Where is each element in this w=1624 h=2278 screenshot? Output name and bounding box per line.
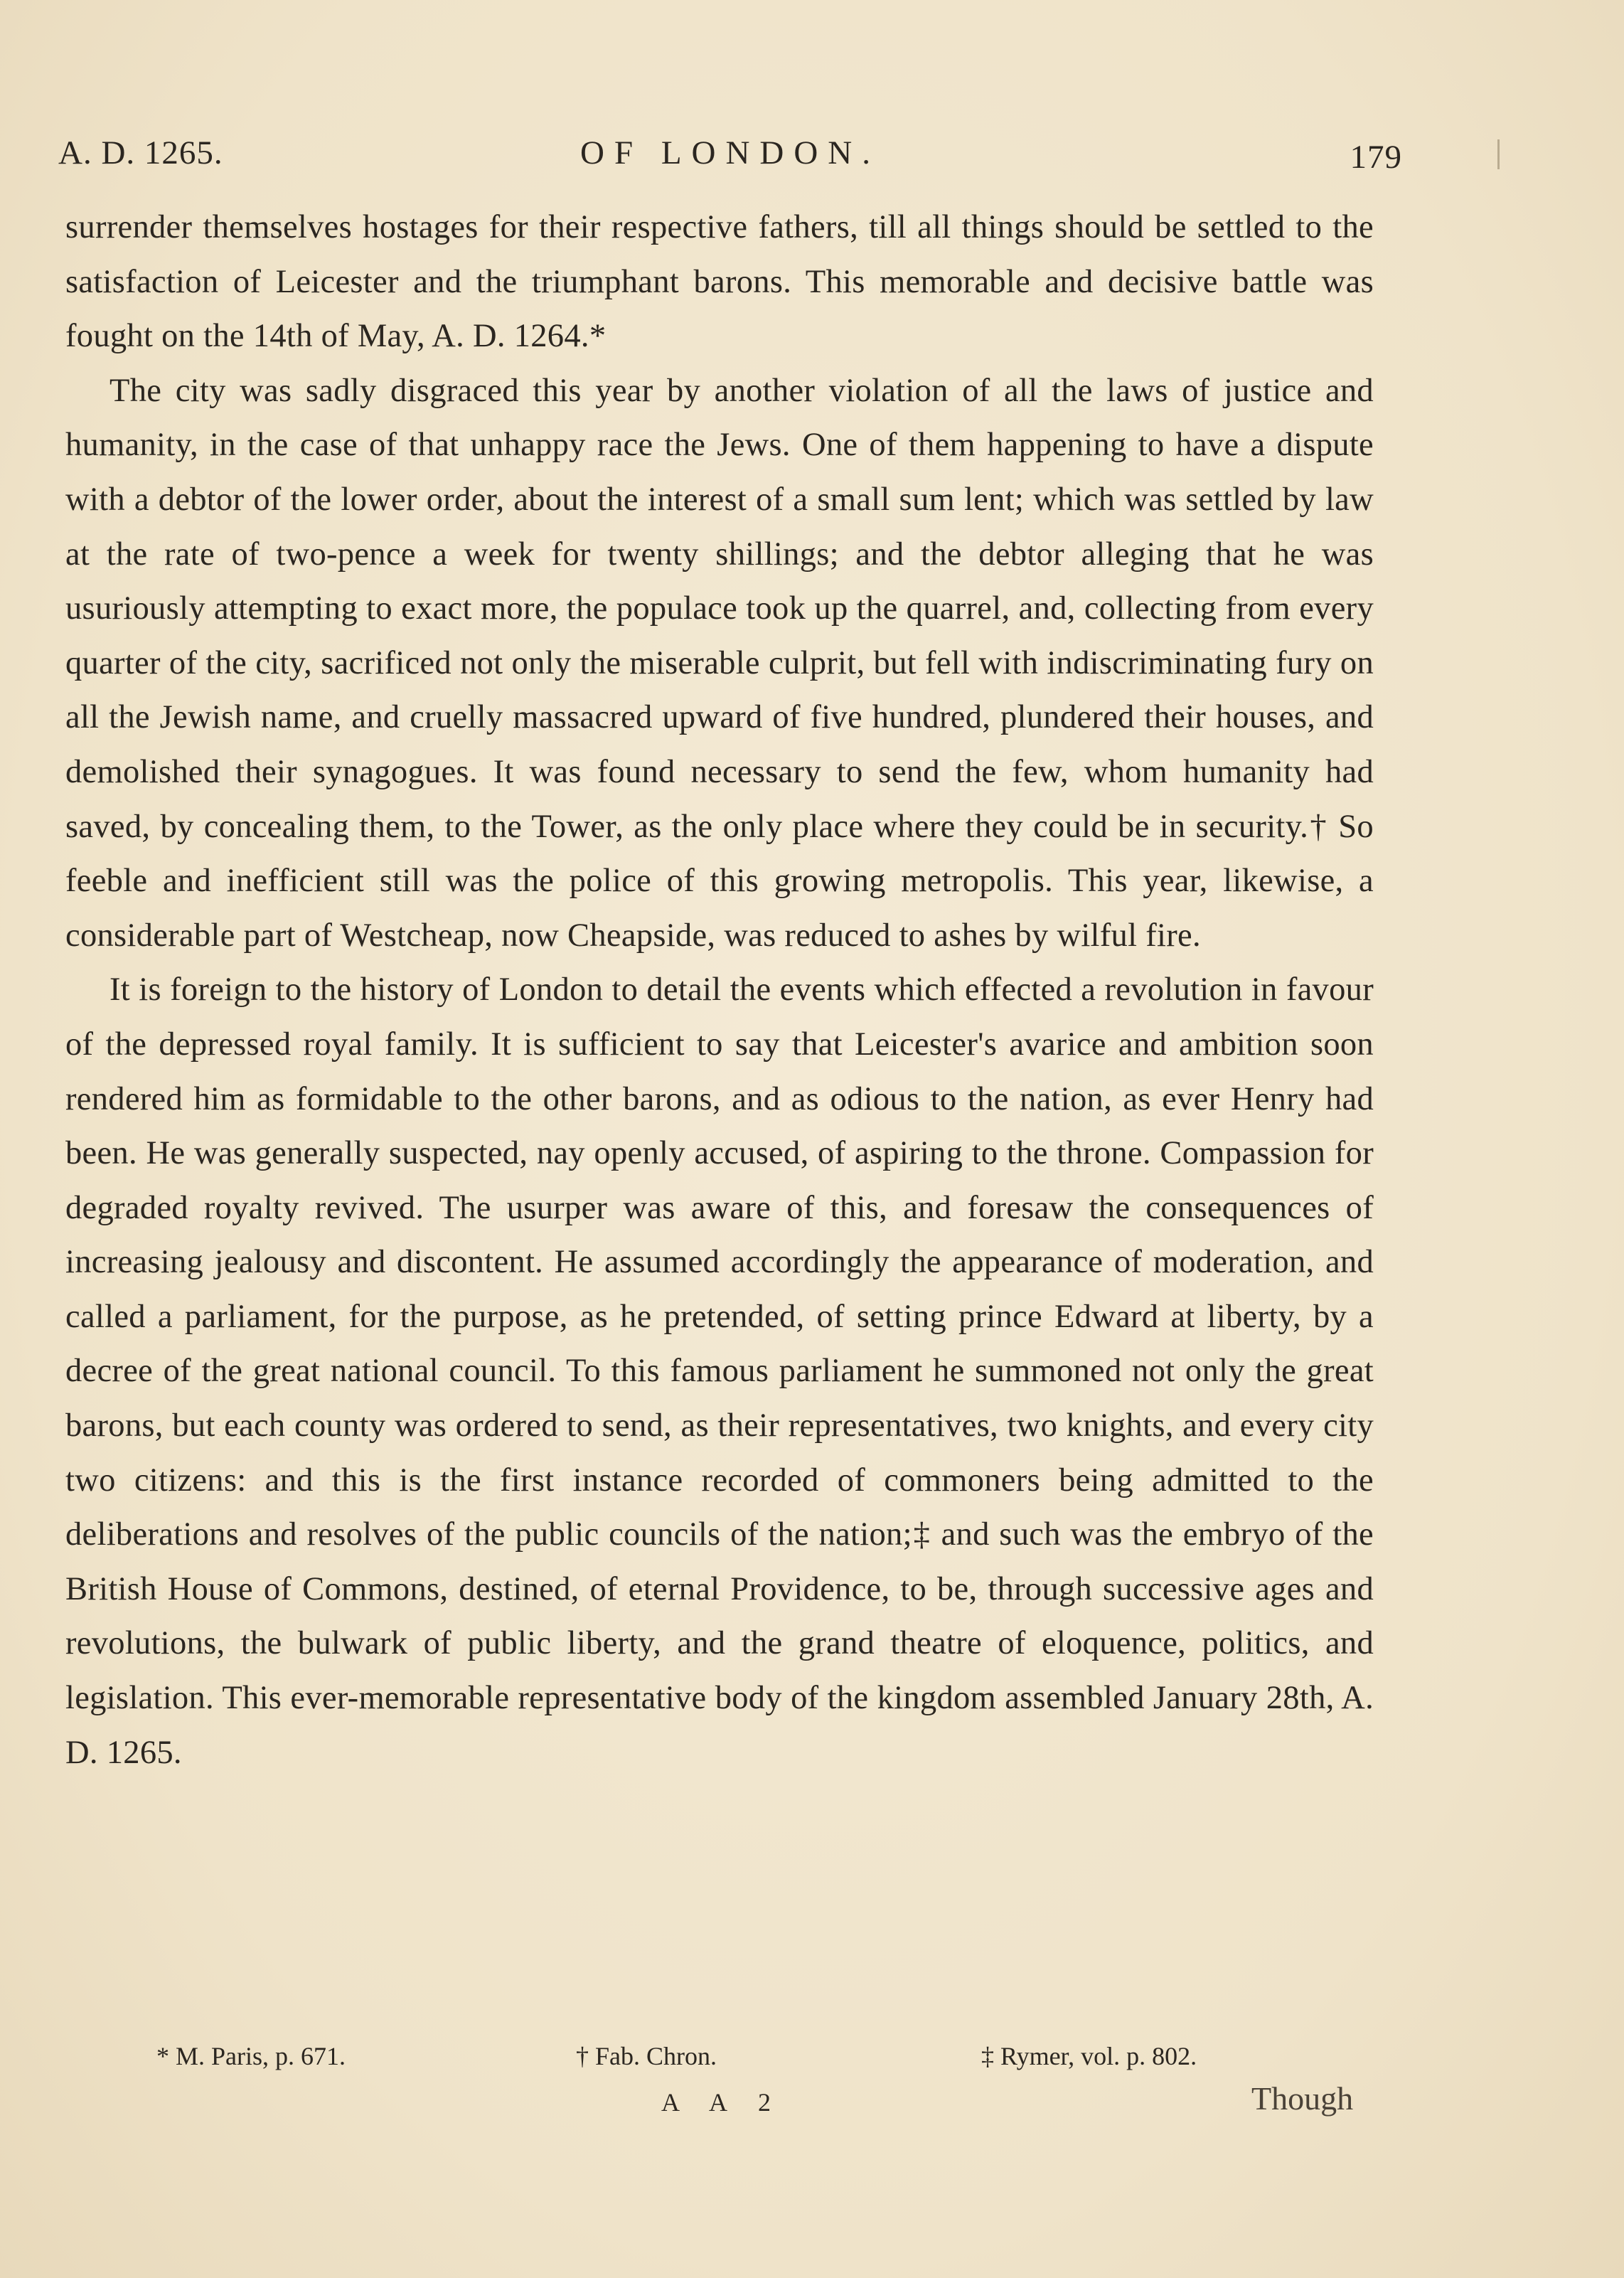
- paragraph-parliament: It is foreign to the history of London to detail the events which effected a revolution in favour of the depressed royal family. It is sufficient to say that Leicester's avarice and ambition soon rendered him as formidable to the other barons, and as odious to the nation, as ever Henry had been. He was generally suspected, nay openly accused, of aspiring to the throne. Compassion for degraded royalty revived. The usurper was aware of this, and foresaw the consequences of increasing jealousy and discontent. He assumed accordingly the appearance of moderation, and called a parliament, for the purpose, as he pretended, of setting prince Edward at liberty, by a decree of the great national council. To this famous parliament he summoned not only the great barons, but each county was ordered to send, as their representatives, two knights, and every city two citizens: and this is the first instance recorded of commoners being admitted to the deliberations and resolves of the public councils of the nation;‡ and such was the embryo of the British House of Commons, destined, of eternal Providence, to be, through successive ages and revolutions, the bulwark of public liberty, and the grand theatre of eloquence, politics, and legislation. This ever-memorable representative body of the kingdom assembled January 28th, A. D. 1265.: [65, 972, 1374, 1771]
- header-date: A. D. 1265.: [58, 134, 223, 171]
- page-edge-mark: [1497, 139, 1500, 169]
- signature-mark: A A 2: [661, 2088, 784, 2117]
- header-title: OF LONDON.: [580, 134, 880, 171]
- footnote-3: ‡ Rymer, vol. p. 802.: [981, 2042, 1197, 2070]
- paragraph-jews-massacre: The city was sadly disgraced this year by another violation of all the laws of justice and humanity, in the case of that unhappy race the Jews. One of them happening to have a dispute with a debtor of the lower order, about the interest of a small sum lent; which was settled by law at the rate of two-pence a week for twenty shillings; and the debtor alleging that he was usuriously attempting to exact more, the populace took up the quarrel, and, collecting from every quarter of the city, sacrificed not only the miserable culprit, but fell with indiscriminating fury on all the Jewish name, and cruelly massacred upward of five hundred, plundered their houses, and demolished their synagogues. It was found necessary to send the few, whom humanity had saved, by concealing them, to the Tower, as the only place where they could be in security.† So feeble and inefficient still was the police of this growing metropolis. This year, likewise, a considerable part of Westcheap, now Cheapside, was reduced to ashes by wilful fire.: [65, 372, 1374, 954]
- paragraph-continuation: surrender themselves hostages for their respective fathers, till all things should be settled to the satisfaction of Leicester and the triumphant barons. This memorable and decisive battle was fought on the 14th of May, A. D. 1264.*: [65, 209, 1374, 355]
- running-header: [58, 134, 1402, 183]
- footnote-1: * M. Paris, p. 671.: [156, 2042, 346, 2070]
- page-number: 179: [1350, 139, 1402, 176]
- footnotes: [156, 2041, 1294, 2084]
- catchword: Though: [1251, 2080, 1354, 2117]
- body-text: [65, 201, 1374, 1780]
- footnote-2: † Fab. Chron.: [576, 2042, 717, 2070]
